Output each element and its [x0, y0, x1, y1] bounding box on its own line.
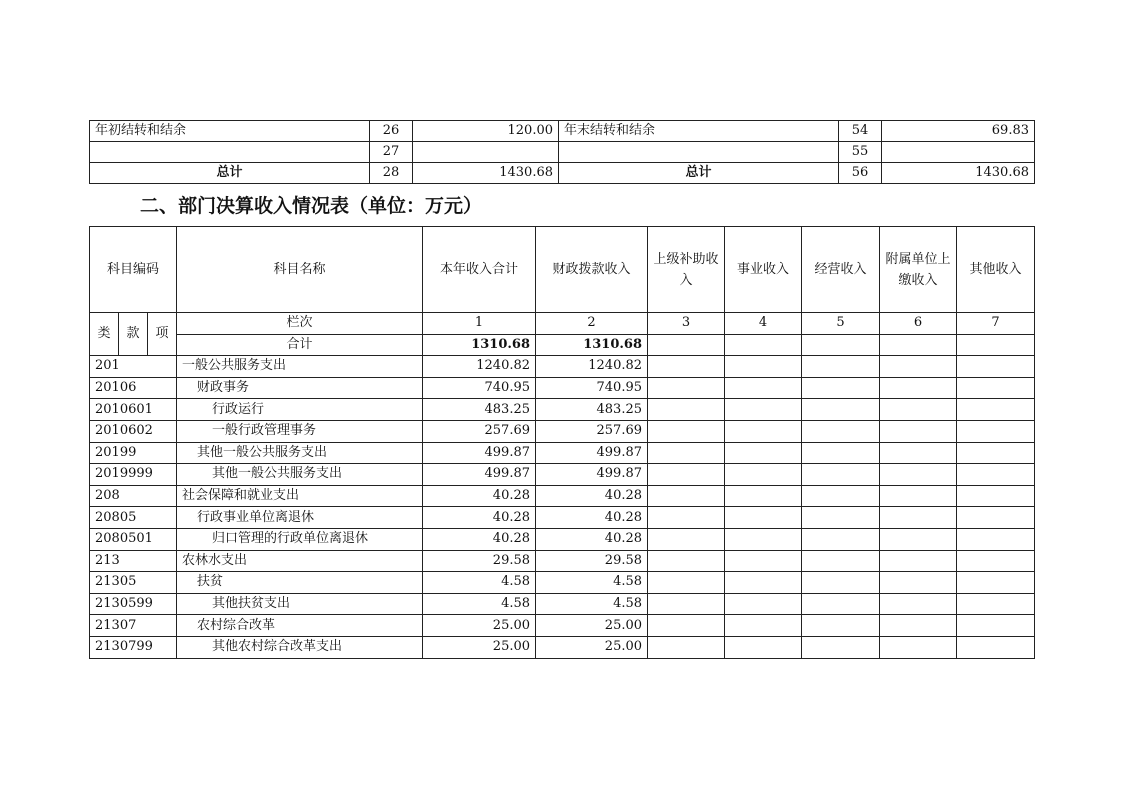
row-total: 1240.82 [423, 356, 536, 378]
sum-label: 合计 [177, 334, 423, 356]
row-name: 财政事务 [177, 377, 423, 399]
row-fiscal: 4.58 [536, 572, 648, 594]
empty-cell [802, 593, 880, 615]
table-row [90, 377, 1035, 399]
row-name: 扶贫 [177, 572, 423, 594]
table-row [90, 593, 1035, 615]
row-code: 2130599 [90, 593, 177, 615]
row-fiscal: 499.87 [536, 464, 648, 486]
header-name: 科目名称 [177, 227, 423, 313]
income-table [89, 226, 1035, 659]
header-other: 其他收入 [957, 227, 1035, 313]
summary-row [90, 121, 1035, 142]
summary-right-label [559, 142, 839, 163]
column-number-label: 栏次 [177, 313, 423, 335]
row-name: 其他一般公共服务支出 [177, 442, 423, 464]
row-fiscal: 40.28 [536, 485, 648, 507]
header-business: 事业收入 [725, 227, 802, 313]
empty-cell [648, 507, 725, 529]
summary-left-no: 26 [370, 121, 413, 142]
empty-cell [725, 334, 802, 356]
row-code: 20805 [90, 507, 177, 529]
empty-cell [648, 356, 725, 378]
empty-cell [957, 507, 1035, 529]
empty-cell [880, 593, 957, 615]
row-code: 2080501 [90, 528, 177, 550]
section-title: 二、部门决算收入情况表（单位：万元） [140, 195, 483, 217]
header-code: 科目编码 [90, 227, 177, 313]
row-name: 社会保障和就业支出 [177, 485, 423, 507]
row-fiscal: 40.28 [536, 528, 648, 550]
code-part-kuan: 款 [119, 313, 148, 356]
empty-cell [725, 615, 802, 637]
row-code: 201 [90, 356, 177, 378]
row-total: 40.28 [423, 485, 536, 507]
empty-cell [725, 528, 802, 550]
empty-cell [725, 485, 802, 507]
row-name: 其他扶贫支出 [177, 593, 423, 615]
summary-left-label: 年初结转和结余 [90, 121, 370, 142]
summary-right-label: 年末结转和结余 [559, 121, 839, 142]
row-total: 25.00 [423, 615, 536, 637]
table-row [90, 464, 1035, 486]
empty-cell [648, 485, 725, 507]
empty-cell [725, 550, 802, 572]
empty-cell [957, 528, 1035, 550]
row-code: 21307 [90, 615, 177, 637]
row-name: 归口管理的行政单位离退休 [177, 528, 423, 550]
empty-cell [802, 572, 880, 594]
summary-right-value: 69.83 [882, 121, 1035, 142]
summary-right-value [882, 142, 1035, 163]
summary-right-no: 55 [839, 142, 882, 163]
empty-cell [957, 442, 1035, 464]
row-code: 2130799 [90, 636, 177, 658]
empty-cell [880, 464, 957, 486]
row-total: 257.69 [423, 420, 536, 442]
empty-cell [648, 399, 725, 421]
row-name: 农村综合改革 [177, 615, 423, 637]
empty-cell [957, 334, 1035, 356]
summary-total-right-value: 1430.68 [882, 163, 1035, 184]
empty-cell [957, 377, 1035, 399]
empty-cell [725, 636, 802, 658]
table-row [90, 356, 1035, 378]
empty-cell [802, 550, 880, 572]
empty-cell [880, 399, 957, 421]
empty-cell [648, 442, 725, 464]
empty-cell [957, 550, 1035, 572]
summary-total-left-label: 总计 [90, 163, 370, 184]
summary-total-right-label: 总计 [559, 163, 839, 184]
row-code: 208 [90, 485, 177, 507]
empty-cell [880, 420, 957, 442]
empty-cell [725, 399, 802, 421]
row-fiscal: 25.00 [536, 615, 648, 637]
empty-cell [802, 528, 880, 550]
empty-cell [648, 615, 725, 637]
row-name: 一般公共服务支出 [177, 356, 423, 378]
row-fiscal: 29.58 [536, 550, 648, 572]
row-code: 20106 [90, 377, 177, 399]
sum-row [90, 334, 1035, 356]
summary-left-label [90, 142, 370, 163]
summary-table [89, 120, 1035, 184]
table-row [90, 485, 1035, 507]
row-total: 499.87 [423, 464, 536, 486]
empty-cell [648, 420, 725, 442]
table-row [90, 528, 1035, 550]
table-row [90, 420, 1035, 442]
row-total: 4.58 [423, 593, 536, 615]
row-total: 25.00 [423, 636, 536, 658]
empty-cell [725, 593, 802, 615]
row-total: 40.28 [423, 507, 536, 529]
empty-cell [880, 377, 957, 399]
summary-right-no: 54 [839, 121, 882, 142]
empty-cell [802, 420, 880, 442]
table-row [90, 636, 1035, 658]
row-total: 29.58 [423, 550, 536, 572]
summary-total-row [90, 163, 1035, 184]
header-affiliate: 附属单位上缴收入 [880, 227, 957, 313]
row-fiscal: 25.00 [536, 636, 648, 658]
income-header-row [90, 227, 1035, 313]
row-name: 行政运行 [177, 399, 423, 421]
summary-total-right-no: 56 [839, 163, 882, 184]
empty-cell [725, 420, 802, 442]
row-fiscal: 483.25 [536, 399, 648, 421]
empty-cell [957, 636, 1035, 658]
summary-left-value [413, 142, 559, 163]
empty-cell [648, 377, 725, 399]
table-row [90, 399, 1035, 421]
empty-cell [880, 550, 957, 572]
row-name: 农林水支出 [177, 550, 423, 572]
row-name: 其他农村综合改革支出 [177, 636, 423, 658]
header-fiscal: 财政拨款收入 [536, 227, 648, 313]
empty-cell [725, 464, 802, 486]
income-rows [90, 356, 1035, 658]
row-total: 499.87 [423, 442, 536, 464]
code-part-xiang: 项 [148, 313, 177, 356]
empty-cell [648, 464, 725, 486]
summary-left-no: 27 [370, 142, 413, 163]
column-number: 3 [648, 313, 725, 335]
sum-total: 1310.68 [423, 334, 536, 356]
empty-cell [648, 550, 725, 572]
empty-cell [802, 636, 880, 658]
summary-total-left-value: 1430.68 [413, 163, 559, 184]
row-code: 2019999 [90, 464, 177, 486]
column-number-row [90, 313, 1035, 335]
row-fiscal: 1240.82 [536, 356, 648, 378]
empty-cell [725, 377, 802, 399]
empty-cell [725, 356, 802, 378]
row-fiscal: 40.28 [536, 507, 648, 529]
column-number: 2 [536, 313, 648, 335]
row-total: 40.28 [423, 528, 536, 550]
empty-cell [725, 572, 802, 594]
column-number: 1 [423, 313, 536, 335]
row-code: 2010601 [90, 399, 177, 421]
empty-cell [725, 507, 802, 529]
table-row [90, 615, 1035, 637]
header-superior: 上级补助收入 [648, 227, 725, 313]
empty-cell [802, 507, 880, 529]
header-operating: 经营收入 [802, 227, 880, 313]
empty-cell [880, 356, 957, 378]
summary-row [90, 142, 1035, 163]
column-number: 7 [957, 313, 1035, 335]
row-name: 行政事业单位离退休 [177, 507, 423, 529]
row-fiscal: 740.95 [536, 377, 648, 399]
empty-cell [648, 528, 725, 550]
empty-cell [802, 356, 880, 378]
code-part-lei: 类 [90, 313, 119, 356]
row-name: 一般行政管理事务 [177, 420, 423, 442]
empty-cell [957, 356, 1035, 378]
summary-left-value: 120.00 [413, 121, 559, 142]
empty-cell [957, 399, 1035, 421]
empty-cell [880, 636, 957, 658]
empty-cell [725, 442, 802, 464]
empty-cell [880, 485, 957, 507]
table-row [90, 507, 1035, 529]
column-number: 5 [802, 313, 880, 335]
empty-cell [957, 485, 1035, 507]
row-total: 740.95 [423, 377, 536, 399]
sum-fiscal: 1310.68 [536, 334, 648, 356]
empty-cell [957, 420, 1035, 442]
row-name: 其他一般公共服务支出 [177, 464, 423, 486]
empty-cell [648, 593, 725, 615]
row-total: 483.25 [423, 399, 536, 421]
empty-cell [957, 464, 1035, 486]
empty-cell [880, 507, 957, 529]
empty-cell [648, 572, 725, 594]
empty-cell [880, 334, 957, 356]
table-row [90, 550, 1035, 572]
empty-cell [802, 399, 880, 421]
empty-cell [648, 636, 725, 658]
empty-cell [802, 615, 880, 637]
empty-cell [880, 572, 957, 594]
column-number: 4 [725, 313, 802, 335]
row-code: 21305 [90, 572, 177, 594]
row-code: 213 [90, 550, 177, 572]
table-row [90, 442, 1035, 464]
row-fiscal: 4.58 [536, 593, 648, 615]
header-total-income: 本年收入合计 [423, 227, 536, 313]
empty-cell [957, 615, 1035, 637]
empty-cell [880, 528, 957, 550]
empty-cell [648, 334, 725, 356]
summary-total-left-no: 28 [370, 163, 413, 184]
row-fiscal: 499.87 [536, 442, 648, 464]
empty-cell [880, 442, 957, 464]
empty-cell [802, 464, 880, 486]
row-total: 4.58 [423, 572, 536, 594]
empty-cell [957, 572, 1035, 594]
empty-cell [802, 442, 880, 464]
row-code: 20199 [90, 442, 177, 464]
column-number: 6 [880, 313, 957, 335]
row-code: 2010602 [90, 420, 177, 442]
table-row [90, 572, 1035, 594]
empty-cell [802, 334, 880, 356]
empty-cell [957, 593, 1035, 615]
empty-cell [880, 615, 957, 637]
row-fiscal: 257.69 [536, 420, 648, 442]
empty-cell [802, 485, 880, 507]
empty-cell [802, 377, 880, 399]
